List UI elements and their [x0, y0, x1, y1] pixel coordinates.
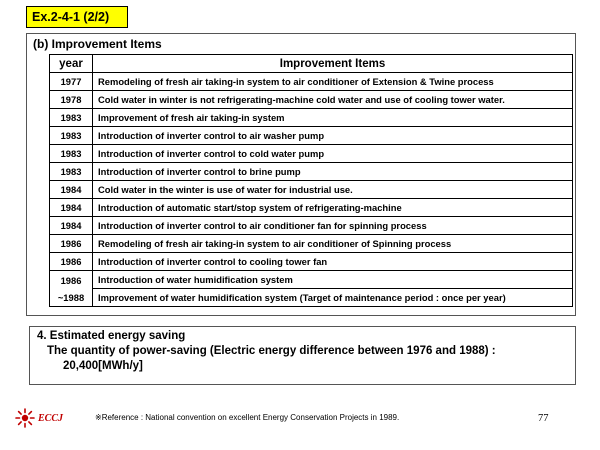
item-cell: Remodeling of fresh air taking-in system to air conditioner of Spinning process: [93, 235, 573, 253]
year-cell: 1984: [50, 217, 93, 235]
item-cell: Introduction of inverter control to brine pump: [93, 163, 573, 181]
item-cell: Remodeling of fresh air taking-in system to air conditioner of Extension & Twine process: [93, 73, 573, 91]
item-cell: Introduction of inverter control to cold water pump: [93, 145, 573, 163]
improvement-items-panel: [26, 33, 576, 316]
page-number: 77: [538, 413, 549, 424]
table-row: [50, 109, 573, 127]
table-row: [50, 163, 573, 181]
reference-note: ※Reference : National convention on excellent Energy Conservation Projects in 1989.: [95, 413, 400, 422]
year-cell: 1983: [50, 127, 93, 145]
power-saving-description: The quantity of power-saving (Electric energy difference between 1976 and 1988) :: [47, 345, 496, 357]
eccj-emblem-icon: [15, 408, 35, 428]
year-range-start: 1986: [60, 274, 82, 286]
table-row: [50, 289, 573, 307]
year-cell: 1984: [50, 181, 93, 199]
year-cell: 1983: [50, 109, 93, 127]
item-cell: Introduction of inverter control to air washer pump: [93, 127, 573, 145]
item-cell: Cold water in winter is not refrigerating-machine cold water and use of cooling tower water.: [93, 91, 573, 109]
item-cell: Improvement of water humidification system (Target of maintenance period : once per year): [93, 289, 573, 307]
table-row: [50, 181, 573, 199]
year-cell: 1986: [50, 253, 93, 271]
item-cell: Introduction of inverter control to air conditioner fan for spinning process: [93, 217, 573, 235]
table-row: [50, 217, 573, 235]
year-cell: 1978: [50, 91, 93, 109]
power-saving-value: 20,400[MWh/y]: [63, 360, 143, 372]
table-row: [50, 91, 573, 109]
year-range-cell: [50, 271, 93, 307]
item-cell: Introduction of automatic start/stop system of refrigerating-machine: [93, 199, 573, 217]
item-cell: Cold water in the winter is use of water for industrial use.: [93, 181, 573, 199]
eccj-logo: [15, 408, 63, 428]
year-cell: 1983: [50, 145, 93, 163]
table-row: [50, 127, 573, 145]
logo-text: ECCJ: [38, 412, 64, 424]
item-cell: Introduction of water humidification system: [93, 271, 573, 289]
table-row: [50, 199, 573, 217]
column-header-items: Improvement Items: [93, 55, 573, 73]
table-row: [50, 235, 573, 253]
improvement-items-table: [49, 54, 573, 307]
year-cell: 1986: [50, 235, 93, 253]
slide-title: Ex.2-4-1 (2/2): [26, 6, 128, 28]
item-cell: Improvement of fresh air taking-in system: [93, 109, 573, 127]
year-range-end: ~1988: [57, 291, 85, 303]
column-header-year: year: [50, 55, 93, 73]
table-row: [50, 271, 573, 289]
year-cell: 1983: [50, 163, 93, 181]
table-row: [50, 73, 573, 91]
table-row: [50, 253, 573, 271]
section-b-heading: (b) Improvement Items: [33, 37, 162, 51]
section-4-heading: 4. Estimated energy saving: [37, 330, 186, 342]
item-cell: Introduction of inverter control to cooling tower fan: [93, 253, 573, 271]
table-header-row: [50, 55, 573, 73]
year-cell: 1977: [50, 73, 93, 91]
year-cell: 1984: [50, 199, 93, 217]
table-row: [50, 145, 573, 163]
energy-saving-panel: [29, 326, 576, 385]
